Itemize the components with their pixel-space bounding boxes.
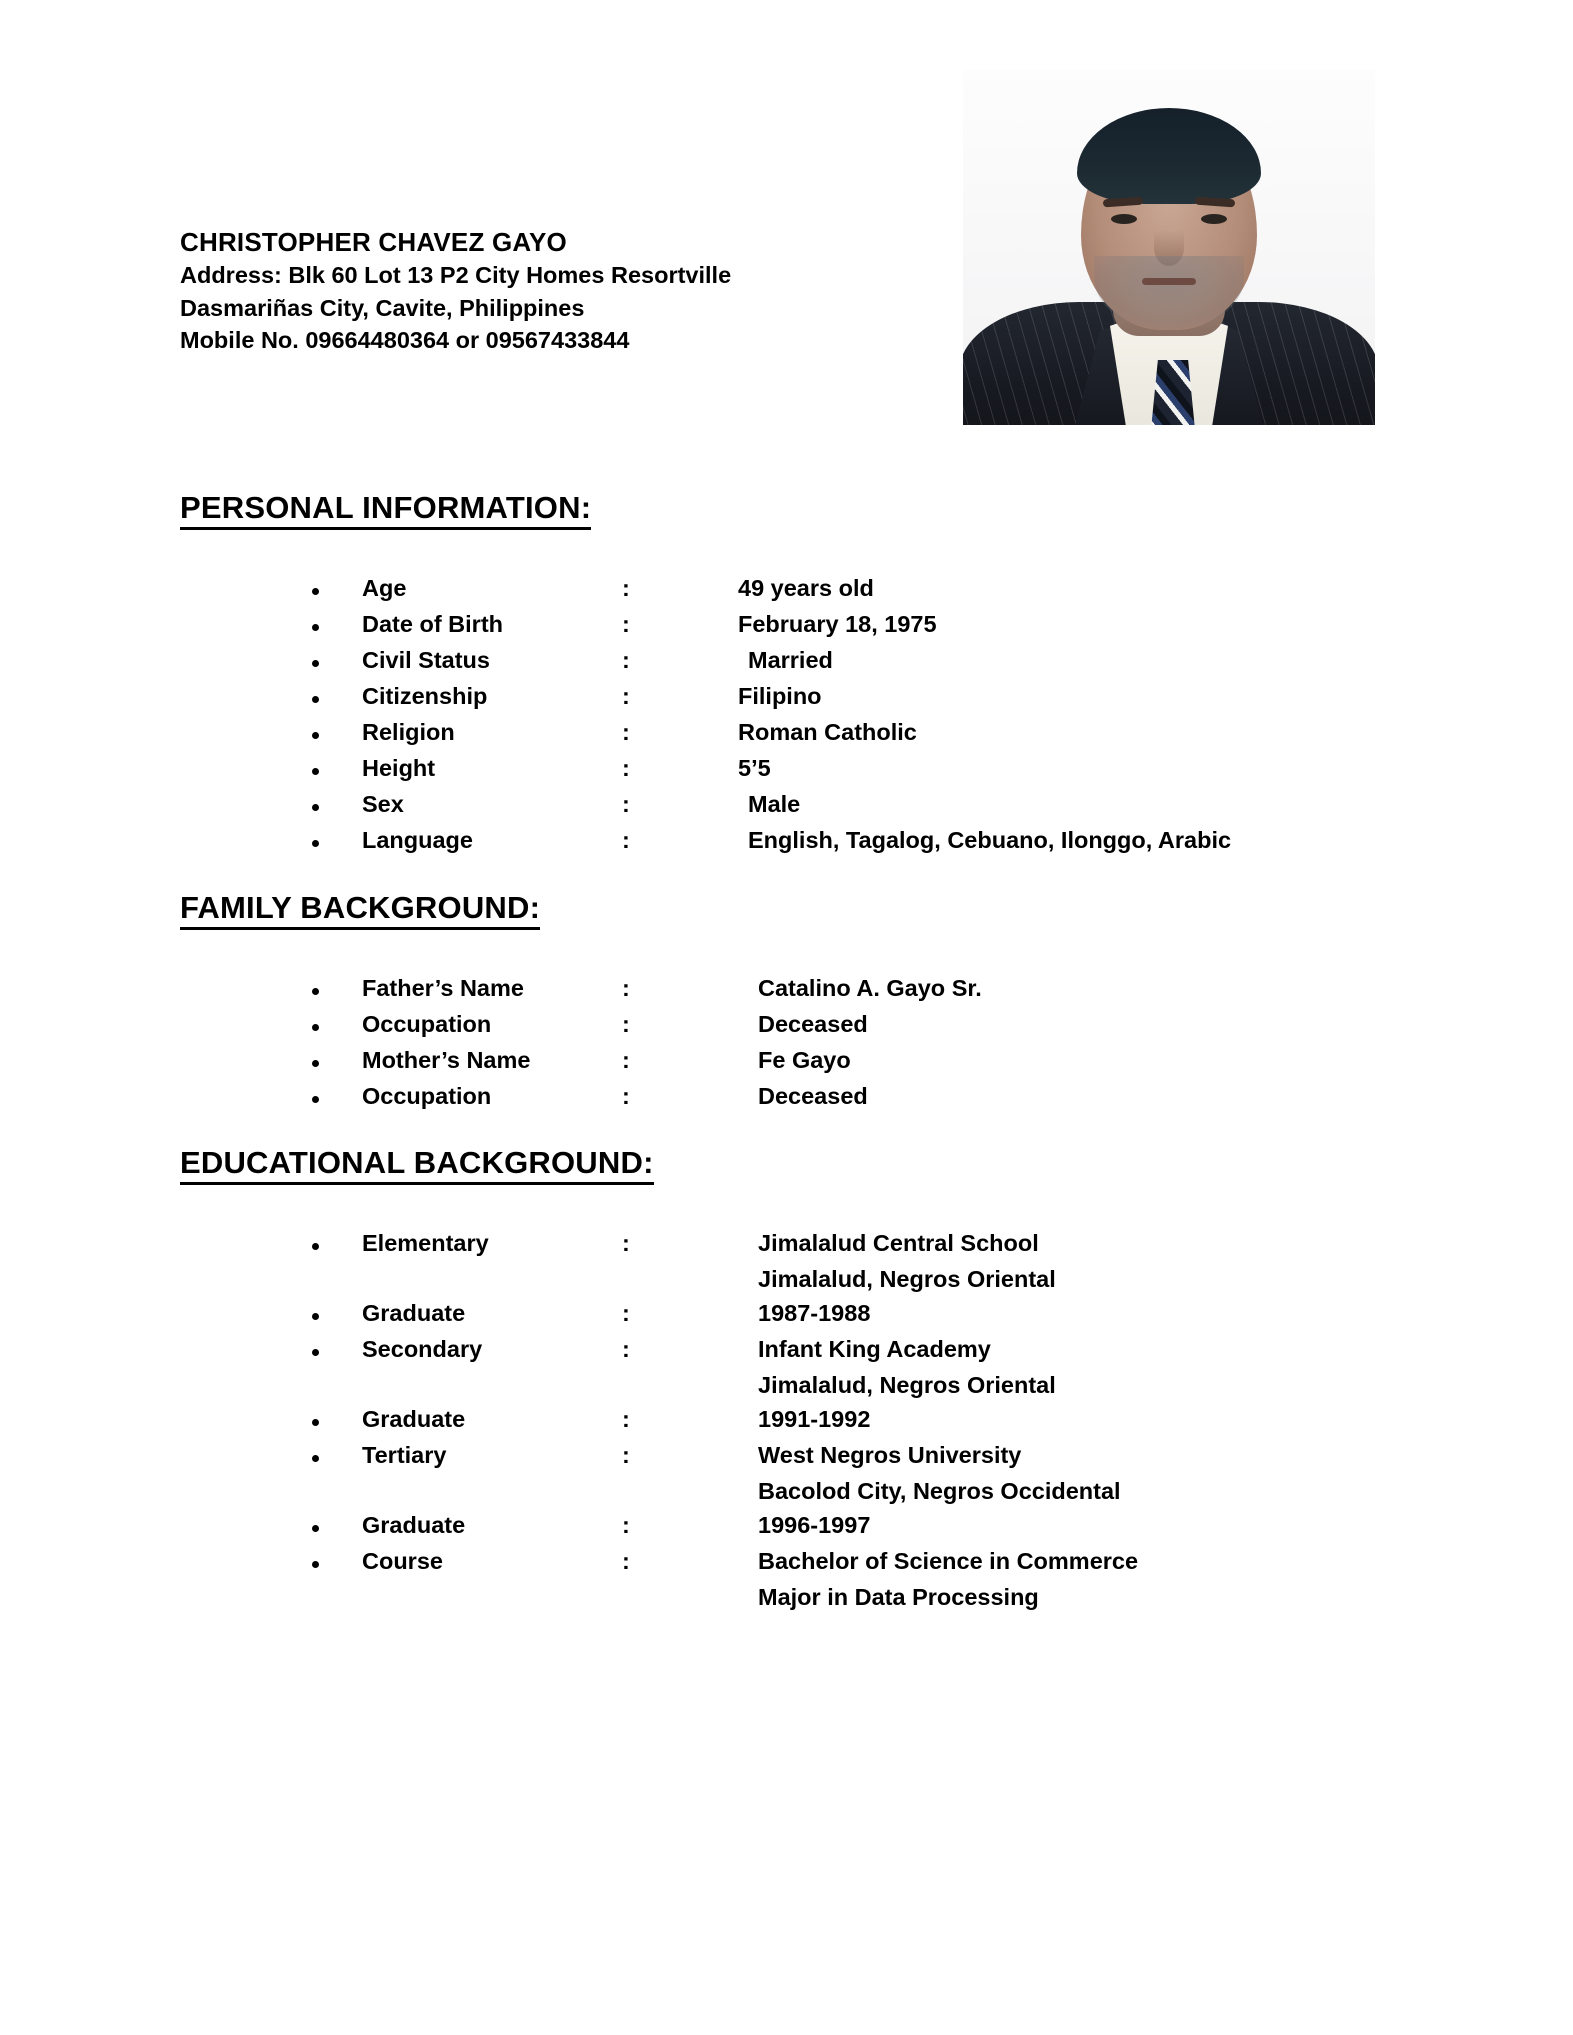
detail-separator: : (622, 1011, 630, 1037)
detail-row (0, 1300, 1573, 1336)
detail-value: Jimalalud, Negros Oriental (758, 1372, 1056, 1398)
photo-hair (1077, 108, 1261, 204)
bullet-icon (312, 1561, 319, 1568)
photo-eye-right (1201, 214, 1227, 224)
address-line-1: Address: Blk 60 Lot 13 P2 City Homes Resortville (180, 262, 732, 289)
detail-separator: : (622, 975, 630, 1001)
section-heading-educational-background: EDUCATIONAL BACKGROUND: (180, 1145, 654, 1181)
bullet-icon (312, 1313, 319, 1320)
detail-value: February 18, 1975 (738, 611, 937, 637)
detail-label: Course (362, 1548, 443, 1574)
detail-label: Civil Status (362, 647, 490, 673)
detail-row (0, 975, 1573, 1011)
bullet-icon (312, 804, 319, 811)
detail-row (0, 1230, 1573, 1266)
detail-value: 1996-1997 (758, 1512, 871, 1538)
detail-label: Mother’s Name (362, 1047, 531, 1073)
mobile-number: Mobile No. 09664480364 or 09567433844 (180, 327, 630, 354)
section-heading-family-background: FAMILY BACKGROUND: (180, 890, 540, 926)
bullet-icon (312, 1243, 319, 1250)
detail-value: Jimalalud, Negros Oriental (758, 1266, 1056, 1292)
detail-row (0, 791, 1573, 827)
bullet-icon (312, 1024, 319, 1031)
detail-label: Religion (362, 719, 455, 745)
detail-row (0, 575, 1573, 611)
detail-value: Bachelor of Science in Commerce (758, 1548, 1139, 1574)
applicant-header (180, 225, 820, 357)
section-heading-personal-information: PERSONAL INFORMATION: (180, 490, 591, 526)
detail-value: Deceased (758, 1011, 868, 1037)
detail-row-continuation (0, 1372, 1573, 1406)
detail-separator: : (622, 1230, 630, 1256)
detail-label: Tertiary (362, 1442, 447, 1468)
detail-label: Elementary (362, 1230, 489, 1256)
detail-separator: : (622, 1442, 630, 1468)
detail-value: 49 years old (738, 575, 874, 601)
detail-value: Roman Catholic (738, 719, 917, 745)
detail-row (0, 1047, 1573, 1083)
bullet-icon (312, 1096, 319, 1103)
detail-separator: : (622, 1083, 630, 1109)
detail-label: Sex (362, 791, 404, 817)
bullet-icon (312, 1455, 319, 1462)
detail-row-continuation (0, 1478, 1573, 1512)
bullet-icon (312, 1525, 319, 1532)
detail-separator: : (622, 611, 630, 637)
bullet-icon (312, 988, 319, 995)
detail-row-continuation (0, 1266, 1573, 1300)
bullet-icon (312, 1419, 319, 1426)
bullet-icon (312, 624, 319, 631)
bullet-icon (312, 1349, 319, 1356)
detail-label: Language (362, 827, 473, 853)
detail-row (0, 755, 1573, 791)
photo-mouth (1142, 278, 1196, 285)
detail-value: Infant King Academy (758, 1336, 991, 1362)
bullet-icon (312, 660, 319, 667)
detail-value: Male (748, 791, 801, 817)
applicant-photo (963, 70, 1375, 425)
detail-label: Father’s Name (362, 975, 524, 1001)
photo-eye-left (1111, 214, 1137, 224)
detail-row (0, 647, 1573, 683)
detail-value: 1987-1988 (758, 1300, 871, 1326)
detail-row (0, 1336, 1573, 1372)
detail-label: Graduate (362, 1512, 466, 1538)
detail-separator: : (622, 1548, 630, 1574)
detail-separator: : (622, 575, 630, 601)
detail-label: Height (362, 755, 436, 781)
detail-value: Deceased (758, 1083, 868, 1109)
detail-value: Married (748, 647, 833, 673)
detail-value: Bacolod City, Negros Occidental (758, 1478, 1121, 1504)
detail-label: Citizenship (362, 683, 488, 709)
detail-value: Catalino A. Gayo Sr. (758, 975, 982, 1001)
detail-label: Occupation (362, 1011, 492, 1037)
detail-label: Age (362, 575, 407, 601)
detail-value: Jimalalud Central School (758, 1230, 1039, 1256)
bullet-icon (312, 840, 319, 847)
detail-separator: : (622, 1512, 630, 1538)
detail-value: 1991-1992 (758, 1406, 871, 1432)
detail-row (0, 827, 1573, 863)
bullet-icon (312, 1060, 319, 1067)
detail-separator: : (622, 755, 630, 781)
educational-background-list (0, 1230, 1573, 1618)
detail-label: Occupation (362, 1083, 492, 1109)
detail-separator: : (622, 719, 630, 745)
bullet-icon (312, 768, 319, 775)
detail-row (0, 683, 1573, 719)
photo-background (963, 70, 1375, 425)
detail-separator: : (622, 1336, 630, 1362)
detail-row (0, 1406, 1573, 1442)
detail-separator: : (622, 827, 630, 853)
detail-separator: : (622, 1406, 630, 1432)
detail-separator: : (622, 647, 630, 673)
detail-value: Fe Gayo (758, 1047, 851, 1073)
detail-value: Major in Data Processing (758, 1584, 1039, 1610)
detail-value: Filipino (738, 683, 822, 709)
detail-label: Graduate (362, 1406, 466, 1432)
detail-row (0, 719, 1573, 755)
bullet-icon (312, 588, 319, 595)
detail-row-continuation (0, 1584, 1573, 1618)
detail-value: English, Tagalog, Cebuano, Ilonggo, Arabic (748, 827, 1232, 853)
detail-separator: : (622, 1300, 630, 1326)
detail-value: 5’5 (738, 755, 771, 781)
detail-separator: : (622, 1047, 630, 1073)
detail-row (0, 1011, 1573, 1047)
applicant-name: CHRISTOPHER CHAVEZ GAYO (180, 227, 567, 257)
address-line-2: Dasmariñas City, Cavite, Philippines (180, 294, 585, 321)
detail-row (0, 611, 1573, 647)
detail-label: Graduate (362, 1300, 466, 1326)
family-background-list (0, 975, 1573, 1119)
bullet-icon (312, 696, 319, 703)
detail-separator: : (622, 791, 630, 817)
personal-information-list (0, 575, 1573, 863)
detail-row (0, 1512, 1573, 1548)
detail-value: West Negros University (758, 1442, 1022, 1468)
bullet-icon (312, 732, 319, 739)
detail-label: Secondary (362, 1336, 483, 1362)
detail-separator: : (622, 683, 630, 709)
detail-row (0, 1083, 1573, 1119)
detail-row (0, 1442, 1573, 1478)
detail-label: Date of Birth (362, 611, 503, 637)
detail-row (0, 1548, 1573, 1584)
